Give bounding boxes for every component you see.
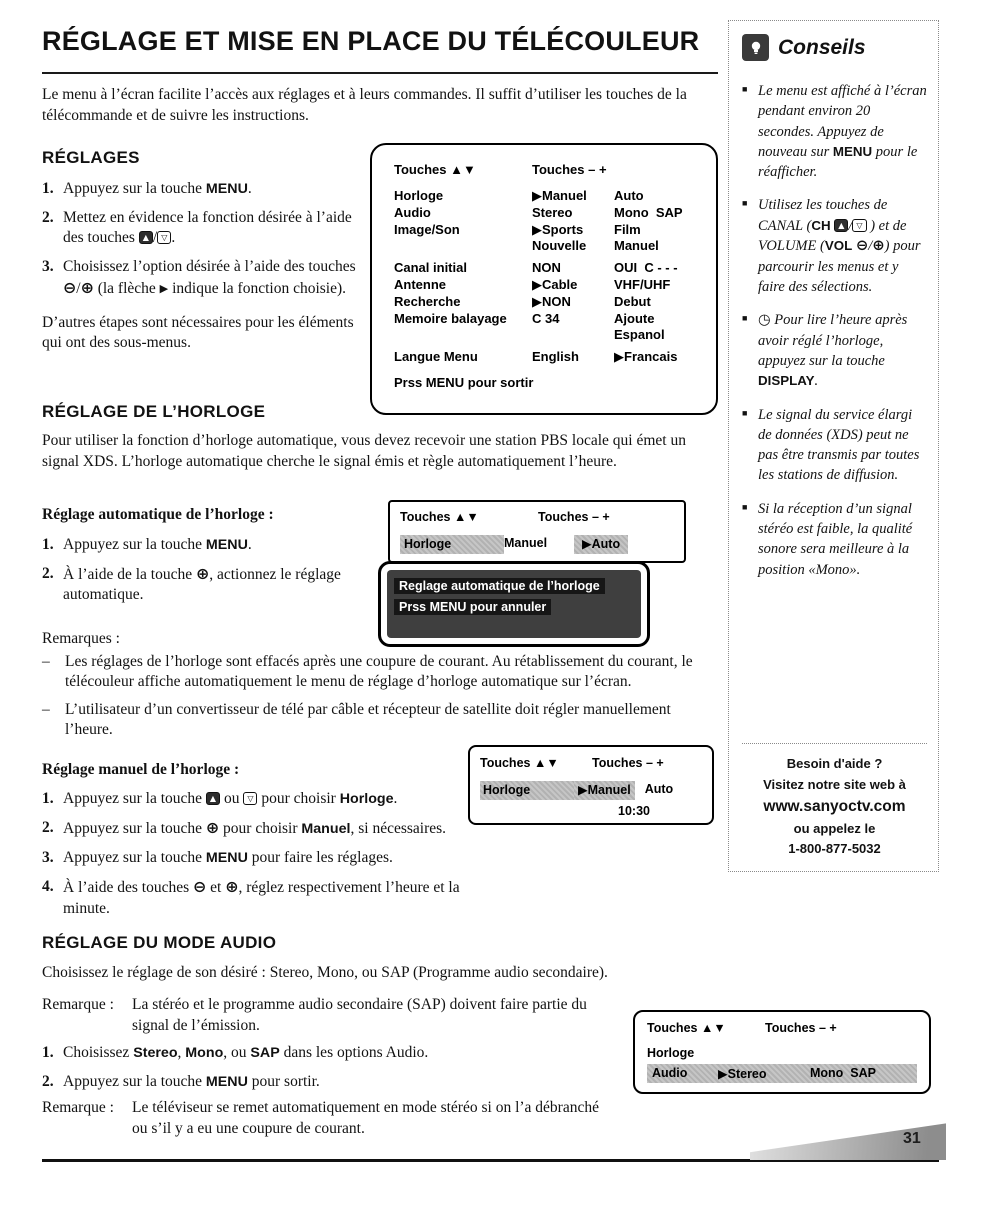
square-bullet-icon: ■ bbox=[742, 407, 748, 418]
text-part: pour faire les réglages. bbox=[247, 849, 393, 867]
menu-row bbox=[400, 535, 674, 554]
menu-cell: ▶Stereo bbox=[718, 1067, 767, 1081]
step-text bbox=[63, 258, 356, 296]
menu-cell: Film bbox=[614, 221, 641, 237]
bullet-text bbox=[758, 83, 927, 180]
text-part: À l’aide des touches bbox=[63, 879, 193, 897]
menu-cell: Manuel bbox=[614, 238, 659, 254]
osd-clock-manual-menu bbox=[468, 745, 714, 825]
remarque-text: Le téléviseur se remet automatiquement en mode stéréo si on l’a débranché ou s’il y a eu une coupure de courant. bbox=[132, 1099, 599, 1137]
menu-cell: ▶Manuel bbox=[532, 188, 587, 203]
section-heading-audio: RÉGLAGE DU MODE AUDIO bbox=[42, 933, 277, 952]
menu-cell: ▶Cable bbox=[532, 276, 578, 292]
menu-cell: Canal initial bbox=[394, 260, 467, 276]
text-part: et bbox=[206, 879, 226, 897]
phone-number: 1-800-877-5032 bbox=[788, 840, 881, 856]
menu-row bbox=[394, 188, 708, 205]
dash-marker: – bbox=[42, 653, 50, 670]
section-heading-reglages: RÉGLAGES bbox=[42, 148, 140, 167]
reglages-footnote: D’autres étapes sont nécessaires pour les éléments qui ont des sous-menus. bbox=[42, 313, 354, 351]
list-item bbox=[42, 257, 368, 298]
text-part: / bbox=[868, 238, 873, 255]
bullet-text bbox=[758, 197, 921, 295]
plus-icon: ⊕ bbox=[80, 277, 94, 297]
audio-remarque-1 bbox=[42, 995, 608, 1036]
text-part: Le signal du service élargi de données (XDS) peut ne pas être transmis par toutes les stations de diffusion. bbox=[758, 406, 920, 484]
touches-updown-label: Touches ▲▼ bbox=[480, 756, 559, 770]
text-part: pour choisir bbox=[257, 790, 340, 807]
conseils-heading: Conseils bbox=[778, 35, 866, 59]
keyword-text: VOL bbox=[824, 238, 853, 254]
text-part: ou bbox=[220, 790, 244, 807]
menu-cell: ▶Sports bbox=[532, 221, 584, 237]
text-part: Choisissez bbox=[63, 1044, 134, 1061]
conseils-header bbox=[742, 34, 927, 61]
remarque-text: Les réglages de l’horloge sont effacés après une coupure de courant. Au rétablissement du courant, le télécouleur affiche automatiquement le menu de réglage d’horloge automatique sur l’écran. bbox=[65, 653, 693, 691]
text-part: À l’aide de la touche bbox=[63, 566, 196, 584]
osd-menu-footer: Prss MENU pour sortir bbox=[394, 374, 534, 390]
menu-cell-selected: ▶Manuel bbox=[574, 781, 635, 800]
minus-icon: ⊖ bbox=[855, 237, 869, 255]
list-item bbox=[42, 208, 368, 248]
text-part: dans les options Audio. bbox=[279, 1044, 429, 1061]
osd-menu-header bbox=[647, 1021, 917, 1035]
list-item bbox=[742, 81, 927, 182]
help-block bbox=[742, 743, 927, 859]
dash-marker: – bbox=[42, 700, 50, 718]
step-number: 2. bbox=[42, 819, 54, 837]
menu-cell: Image/Son bbox=[394, 221, 460, 237]
help-line: Visitez notre site web à bbox=[763, 776, 906, 792]
channel-up-icon: ▲ bbox=[139, 231, 153, 244]
keyword-text: Manuel bbox=[301, 821, 351, 838]
step-text bbox=[63, 566, 341, 603]
menu-cell: Debut bbox=[614, 293, 651, 309]
step-number: 2. bbox=[42, 1073, 54, 1091]
text-part: Appuyez sur la touche bbox=[63, 790, 206, 807]
square-bullet-icon: ■ bbox=[742, 501, 748, 512]
touches-minusplus-label: Touches – + bbox=[765, 1021, 837, 1035]
pointer-arrow-icon: ▶ bbox=[159, 281, 169, 295]
step-number: 2. bbox=[42, 565, 54, 583]
step-text bbox=[63, 180, 252, 197]
menu-cell: C 34 bbox=[532, 310, 560, 326]
keyword-text: Stereo bbox=[133, 1045, 178, 1061]
audio-paragraph: Choisissez le réglage de son désiré : Stereo, Mono, ou SAP (Programme audio secondaire). bbox=[42, 964, 608, 981]
step-text bbox=[63, 849, 393, 866]
text-part: ) et de VOLUME ( bbox=[758, 217, 907, 255]
plus-icon: ⊕ bbox=[225, 877, 239, 897]
audio-remarque-2 bbox=[42, 1098, 608, 1139]
text-part: , actionnez le réglage automatique. bbox=[63, 566, 341, 604]
manual-clock-subheading: Réglage manuel de l’horloge : bbox=[42, 761, 240, 778]
keyword-text: MENU bbox=[832, 143, 873, 159]
clock-time-value: 10:30 bbox=[618, 803, 650, 818]
list-item bbox=[742, 310, 927, 391]
osd-auto-clock-popup bbox=[378, 561, 650, 647]
keyword-text: MENU bbox=[205, 850, 248, 867]
menu-cell: Nouvelle bbox=[532, 238, 587, 254]
menu-row-selected bbox=[647, 1064, 917, 1083]
list-item bbox=[742, 405, 927, 486]
text-part: / bbox=[848, 217, 853, 234]
step-number: 3. bbox=[42, 258, 54, 276]
section-heading-horloge: RÉGLAGE DE L’HORLOGE bbox=[42, 402, 266, 421]
text-part: indique la fonction choisie). bbox=[168, 279, 347, 297]
keyword-text: SAP bbox=[250, 1045, 280, 1061]
menu-row bbox=[394, 349, 708, 366]
remarques-label: Remarques : bbox=[42, 630, 120, 647]
osd-menu-header bbox=[480, 756, 702, 770]
menu-cell: Auto bbox=[644, 782, 674, 796]
keyword-text: MENU bbox=[205, 537, 248, 553]
text-part: Utilisez les touches de CANAL ( bbox=[758, 197, 888, 234]
list-item bbox=[742, 499, 927, 580]
text-part: , bbox=[177, 1044, 186, 1061]
touches-minusplus-label: Touches – + bbox=[592, 756, 664, 770]
text-part: Appuyez sur la touche bbox=[63, 820, 206, 838]
step-number: 1. bbox=[42, 1044, 54, 1061]
menu-row bbox=[394, 238, 708, 255]
menu-row bbox=[480, 781, 702, 800]
remarque-text: L’utilisateur d’un convertisseur de télé par câble et récepteur de satellite doit régler manuellement l’heure. bbox=[65, 700, 671, 739]
channel-down-icon: ▽ bbox=[243, 792, 257, 805]
menu-cell: Antenne bbox=[394, 276, 446, 292]
help-line: ou appelez le bbox=[793, 820, 876, 836]
popup-line: Prss MENU pour annuler bbox=[394, 599, 551, 615]
text-part: . bbox=[171, 229, 176, 247]
text-part: , si nécessaires. bbox=[350, 820, 447, 838]
touches-updown-label: Touches ▲▼ bbox=[647, 1021, 726, 1035]
menu-cell: Mono SAP bbox=[810, 1066, 876, 1080]
reglages-steps bbox=[42, 179, 368, 353]
step-text bbox=[63, 820, 446, 837]
keyword-text: MENU bbox=[205, 1074, 248, 1091]
text-part: Choisissez l’option désirée à l’aide des touches bbox=[63, 258, 356, 276]
popup-inner bbox=[387, 570, 641, 638]
menu-cell: Recherche bbox=[394, 293, 461, 309]
bullet-text bbox=[758, 501, 912, 578]
title-rule bbox=[42, 72, 718, 74]
list-item bbox=[42, 535, 354, 555]
list-item bbox=[42, 179, 368, 199]
touches-updown-label: Touches ▲▼ bbox=[400, 510, 479, 524]
step-text bbox=[63, 209, 352, 246]
audio-steps bbox=[42, 1043, 622, 1101]
text-part: Appuyez sur la touche bbox=[63, 536, 206, 553]
text-part: / bbox=[76, 279, 81, 297]
page-title: RÉGLAGE ET MISE EN PLACE DU TÉLÉCOULEUR bbox=[42, 26, 700, 56]
menu-cell: Langue Menu bbox=[394, 349, 478, 365]
text-part: . bbox=[393, 790, 398, 807]
osd-audio-menu bbox=[633, 1010, 931, 1094]
osd-clock-auto-menu bbox=[388, 500, 686, 563]
text-part: pour sortir. bbox=[247, 1073, 320, 1091]
touches-minusplus-label: Touches – + bbox=[532, 162, 607, 177]
osd-main-menu bbox=[370, 143, 718, 415]
clock-icon: ◷ bbox=[758, 312, 771, 329]
text-part: Pour lire l’heure après avoir réglé l’horloge, appuyez sur la touche bbox=[758, 312, 908, 369]
square-bullet-icon: ■ bbox=[742, 313, 748, 324]
menu-row bbox=[394, 277, 708, 294]
list-item bbox=[42, 877, 466, 918]
text-part: . bbox=[814, 373, 819, 390]
keyword-text: DISPLAY bbox=[758, 373, 815, 389]
minus-icon: ⊖ bbox=[63, 277, 77, 297]
step-text bbox=[63, 1073, 320, 1090]
text-part: pour le réafficher. bbox=[758, 143, 918, 181]
menu-cell bbox=[394, 238, 532, 255]
list-item bbox=[42, 564, 354, 605]
keyword-text: Horloge bbox=[339, 791, 394, 807]
menu-cell: Stereo bbox=[532, 204, 573, 220]
square-bullet-icon: ■ bbox=[742, 84, 748, 94]
osd-menu-header bbox=[394, 162, 708, 177]
text-part: Appuyez sur la touche bbox=[63, 1073, 206, 1091]
remarque-label: Remarque : bbox=[42, 1099, 114, 1116]
website-text: www.sanyoctv.com bbox=[763, 797, 906, 815]
menu-cell: Espanol bbox=[614, 327, 665, 343]
menu-cell: Manuel bbox=[504, 536, 548, 550]
plus-icon: ⊕ bbox=[872, 237, 885, 255]
text-part: (la flèche bbox=[93, 279, 160, 297]
channel-down-icon: ▽ bbox=[852, 219, 866, 232]
step-text bbox=[63, 536, 252, 553]
menu-cell: Horloge bbox=[647, 1046, 695, 1060]
menu-cell-selected: Horloge bbox=[400, 535, 504, 554]
menu-cell: Horloge bbox=[394, 188, 444, 203]
bullet-text bbox=[758, 312, 907, 389]
manual-clock-steps bbox=[42, 789, 466, 928]
keyword-text: CH bbox=[811, 217, 831, 233]
menu-cell bbox=[532, 327, 614, 344]
list-item bbox=[42, 789, 466, 809]
text-part: , réglez respectivement l’heure et la minute. bbox=[63, 879, 460, 917]
touches-updown-label: Touches ▲▼ bbox=[394, 162, 476, 177]
remarque-text: La stéréo et le programme audio secondaire (SAP) doivent faire partie du signal de l’émission. bbox=[132, 996, 587, 1034]
intro-paragraph: Le menu à l’écran facilite l’accès aux réglages et à leurs commandes. Il suffit d’utiliser les touches de la télécommande et de suivre les instructions. bbox=[42, 86, 687, 124]
step-number: 1. bbox=[42, 180, 54, 197]
menu-cell-selected: Horloge bbox=[480, 781, 574, 800]
list-item bbox=[42, 652, 722, 693]
osd-menu-header bbox=[400, 510, 674, 524]
text-part: Appuyez sur la touche bbox=[63, 180, 206, 197]
menu-row bbox=[394, 327, 708, 344]
text-part: Le menu est affiché à l’écran pendant environ 20 secondes. Appuyez de nouveau sur bbox=[758, 83, 927, 160]
minus-icon: ⊖ bbox=[193, 877, 207, 897]
plus-icon: ⊕ bbox=[205, 818, 220, 838]
menu-cell: ▶Francais bbox=[614, 349, 678, 365]
menu-row bbox=[394, 205, 708, 222]
menu-row bbox=[394, 311, 708, 328]
text-part: ) pour parcourir les menus et y faire des sélections. bbox=[758, 238, 921, 296]
menu-cell-selected: ▶Auto bbox=[574, 535, 628, 554]
popup-line: Reglage automatique de l’horloge bbox=[394, 578, 605, 594]
text-part: pour choisir bbox=[219, 820, 302, 838]
step-number: 3. bbox=[42, 849, 54, 867]
menu-cell bbox=[394, 327, 532, 344]
step-number: 4. bbox=[42, 878, 54, 896]
list-item bbox=[42, 1072, 622, 1092]
menu-cell: ▶NON bbox=[532, 293, 571, 309]
list-item bbox=[42, 1043, 622, 1063]
step-text bbox=[63, 879, 460, 916]
text-part: Si la réception d’un signal stéréo est faible, la qualité sonore sera meilleure à la position «Mono». bbox=[758, 500, 913, 578]
auto-clock-steps bbox=[42, 535, 354, 614]
text-part: / bbox=[152, 229, 158, 247]
square-bullet-icon: ■ bbox=[742, 198, 748, 209]
text-part: . bbox=[247, 180, 252, 197]
menu-cell: NON bbox=[532, 260, 561, 276]
auto-clock-subheading: Réglage automatique de l’horloge : bbox=[42, 506, 274, 523]
menu-cell: Memoire balayage bbox=[394, 310, 507, 326]
channel-up-icon: ▲ bbox=[206, 792, 220, 805]
menu-cell: Ajoute bbox=[614, 310, 655, 326]
conseils-sidebar bbox=[728, 20, 939, 872]
step-text bbox=[63, 790, 397, 807]
text-part: . bbox=[247, 536, 252, 553]
menu-cell: Mono SAP bbox=[614, 204, 683, 220]
plus-icon: ⊕ bbox=[195, 564, 210, 584]
text-part: Mettez en évidence la fonction désirée à l’aide des touches bbox=[63, 209, 352, 247]
bullet-text bbox=[758, 407, 919, 484]
help-line: Besoin d'aide ? bbox=[786, 756, 883, 772]
remarques-list bbox=[42, 652, 722, 748]
page-number: 31 bbox=[903, 1130, 921, 1147]
step-text bbox=[63, 1044, 428, 1061]
list-item bbox=[742, 195, 927, 297]
menu-cell: Audio bbox=[652, 1066, 688, 1080]
step-number: 1. bbox=[42, 536, 54, 553]
touches-minusplus-label: Touches – + bbox=[538, 510, 610, 524]
menu-row bbox=[394, 260, 708, 277]
step-number: 2. bbox=[42, 209, 54, 227]
text-part: , ou bbox=[223, 1044, 251, 1061]
list-item bbox=[42, 848, 466, 868]
list-item bbox=[42, 700, 722, 741]
list-item bbox=[42, 818, 466, 839]
conseils-bullet-list bbox=[742, 81, 927, 593]
text-part: Appuyez sur la touche bbox=[63, 849, 206, 867]
menu-row bbox=[394, 222, 708, 239]
menu-cell: Auto bbox=[614, 188, 644, 203]
keyword-text: MENU bbox=[205, 181, 248, 197]
channel-up-icon: ▲ bbox=[834, 219, 848, 232]
horloge-paragraph: Pour utiliser la fonction d’horloge automatique, vous devez recevoir une station PBS locale qui émet un signal XDS. L’horloge automatique cherche le signal émis et règle automatiquement l’heure. bbox=[42, 432, 686, 470]
conseils-lightbulb-icon bbox=[742, 34, 769, 61]
menu-cell: OUI C - - - bbox=[614, 260, 678, 276]
menu-row bbox=[394, 294, 708, 311]
channel-down-icon: ▽ bbox=[157, 231, 171, 244]
remarque-label: Remarque : bbox=[42, 996, 114, 1013]
menu-cell: VHF/UHF bbox=[614, 276, 671, 292]
step-number: 1. bbox=[42, 790, 54, 807]
keyword-text: Mono bbox=[185, 1045, 224, 1061]
menu-cell: Audio bbox=[394, 204, 431, 220]
menu-cell: English bbox=[532, 349, 579, 365]
